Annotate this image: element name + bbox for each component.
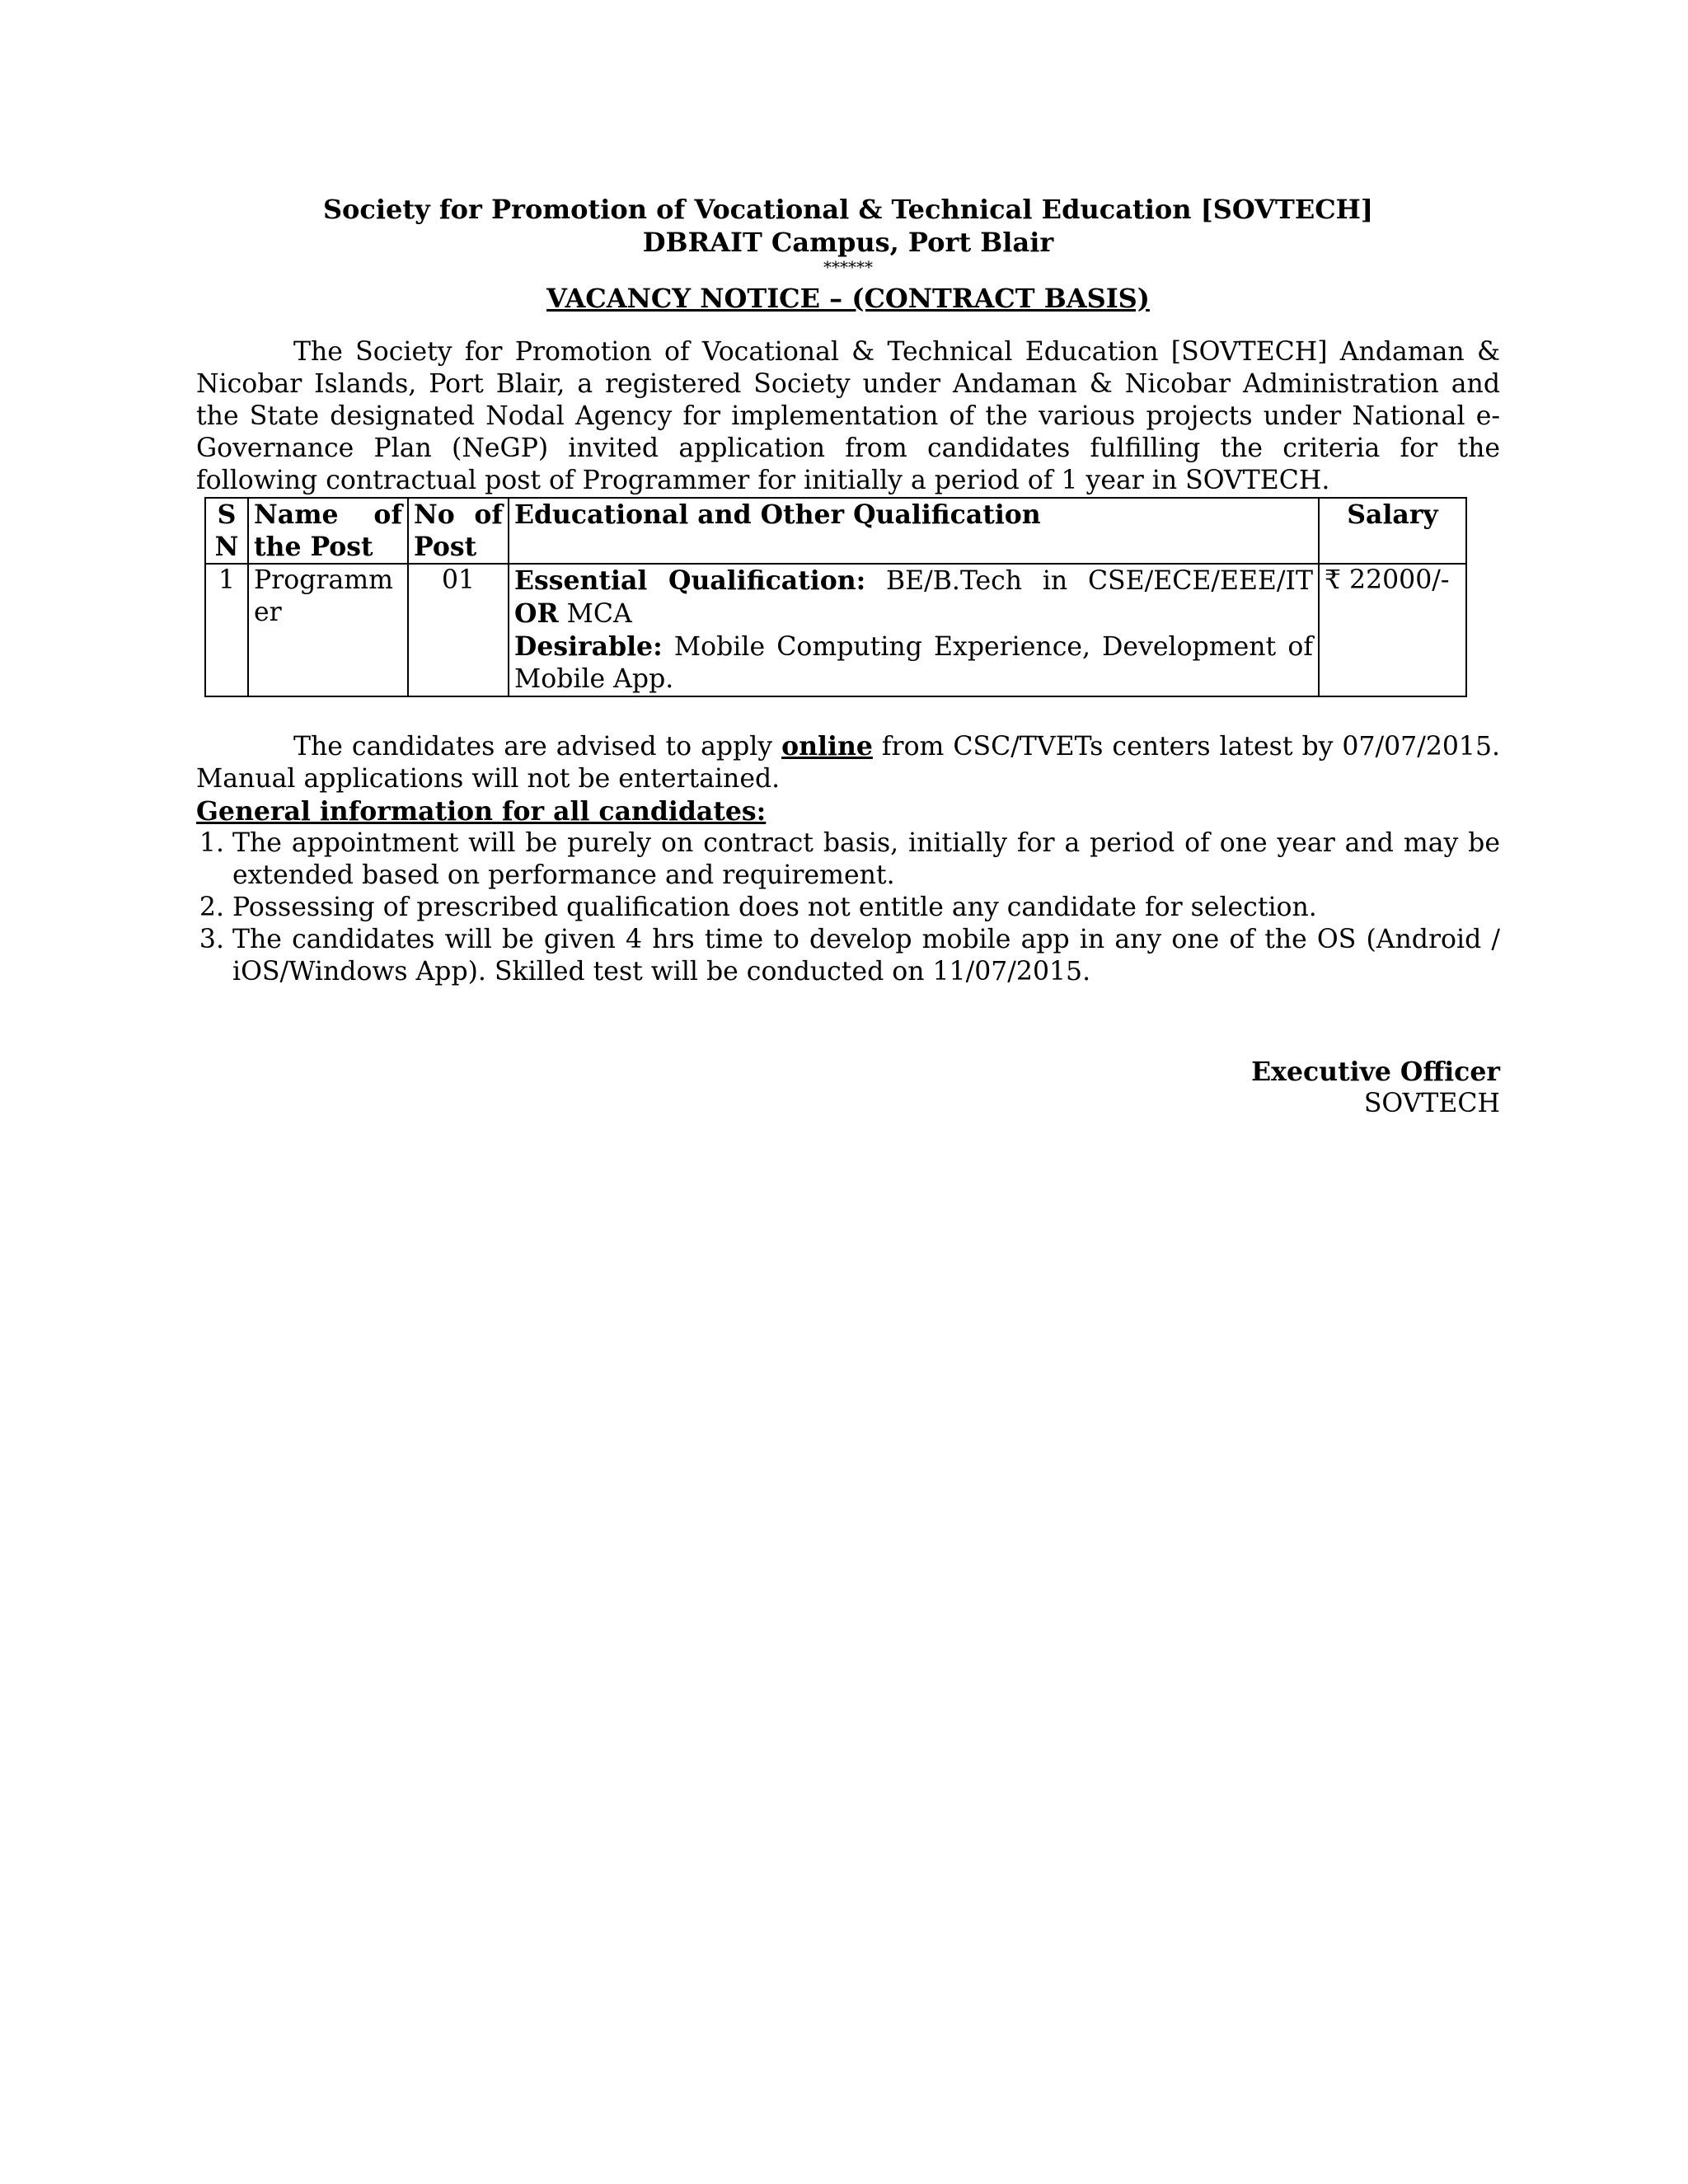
header-name: Name of the Post [248, 498, 408, 564]
list-item: 3. The candidates will be given 4 hrs time to develop mobile app in any one of the OS (Android / iOS/Windows App). Skilled test will be conducted on 11/07/2015. [232, 924, 1500, 988]
header-qualification: Educational and Other Qualification [509, 498, 1319, 564]
cell-qualification [509, 564, 1319, 696]
or-label: OR [514, 598, 559, 629]
apply-paragraph [196, 730, 1500, 795]
cell-sn: 1 [205, 564, 248, 696]
cell-name: Programmer [248, 564, 408, 696]
table-header-row [205, 498, 1466, 564]
vacancy-table [204, 497, 1467, 697]
general-info-heading: General information for all candidates: [196, 796, 767, 827]
notice-title: VACANCY NOTICE – (CONTRACT BASIS) [546, 283, 1150, 314]
notice-page [196, 193, 1500, 988]
stars-separator: ****** [823, 257, 873, 277]
list-item: 1. The appointment will be purely on contract basis, initially for a period of one year and may be extended based on performance and requirement. [232, 827, 1500, 892]
desirable-label: Desirable: [514, 631, 663, 662]
cell-no: 01 [408, 564, 509, 696]
signature-block [1251, 1056, 1500, 1120]
apply-after: from CSC/TVETs centers latest by 07/07/2015. Manual applications will not be entertained. [196, 732, 1500, 794]
cell-salary: ₹ 22000/- [1319, 564, 1466, 696]
header-sn: S N [205, 498, 248, 564]
apply-online: online [781, 731, 873, 762]
essential-value: BE/B.Tech in CSE/ECE/EEE/IT [865, 566, 1313, 596]
org-name: Society for Promotion of Vocational & Technical Education [SOVTECH] [322, 194, 1374, 225]
header-no: No of Post [408, 498, 509, 564]
header-salary: Salary [1319, 498, 1466, 564]
intro-paragraph: The Society for Promotion of Vocational & Technical Education [SOVTECH] Andaman & Nicobar Islands, Port Blair, a registered Society under Andaman & Nicobar Administration and the State designated Nodal Agency for implementation of the various projects under National e-Governance Plan (NeGP) invited application from candidates fulfilling the criteria for the following contractual post of Programmer for initially a period of 1 year in SOVTECH. [196, 337, 1500, 495]
apply-before: The candidates are advised to apply [293, 732, 782, 762]
table-row [205, 564, 1466, 696]
general-info-list [196, 827, 1500, 988]
campus-name: DBRAIT Campus, Port Blair [642, 227, 1054, 258]
or-value: MCA [558, 599, 632, 629]
signatory-org: SOVTECH [1363, 1089, 1500, 1118]
desirable-value: Mobile Computing Experience, Development of Mobile App. [514, 632, 1313, 694]
signatory-title: Executive Officer [1251, 1057, 1500, 1087]
essential-label: Essential Qualification: [514, 565, 866, 596]
list-item: 2. Possessing of prescribed qualification does not entitle any candidate for selection. [232, 892, 1500, 924]
